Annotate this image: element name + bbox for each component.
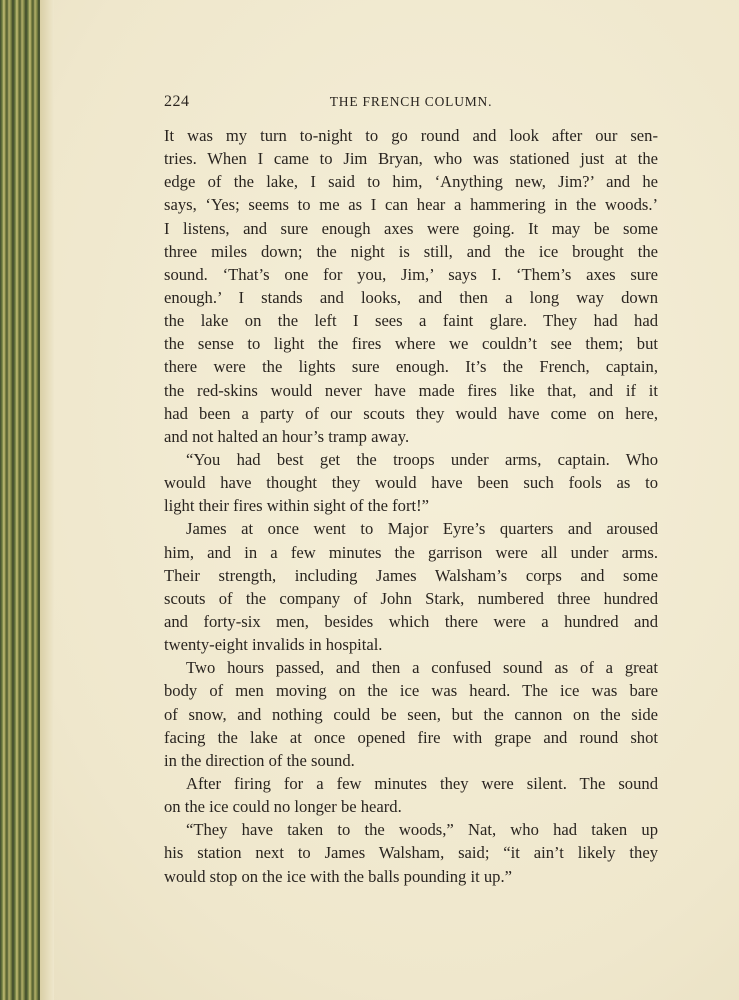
text-line: on the ice could no longer be heard. <box>164 797 402 817</box>
text-line: the red-skins would never have made fires like that, and if it <box>164 380 658 400</box>
text-line: light their fires within sight of the fort!” <box>164 496 429 516</box>
book-binding <box>0 0 40 1000</box>
page-gutter <box>40 0 54 1000</box>
text-line: of snow, and nothing could be seen, but the cannon on the side <box>164 704 658 724</box>
text-line: there were the lights sure enough. It’s the French, captain, <box>164 357 658 377</box>
text-line: in the direction of the sound. <box>164 750 355 770</box>
text-line: I listens, and sure enough axes were going. It may be some <box>164 218 658 238</box>
text-line: would stop on the ice with the balls pounding it up.” <box>164 866 512 886</box>
text-line: tries. When I came to Jim Bryan, who was stationed just at the <box>164 149 658 169</box>
text-line: It was my turn to-night to go round and look after our sen- <box>164 126 658 145</box>
text-line: After firing for a few minutes they were silent. The sound <box>186 773 658 793</box>
text-line: the lake on the left I sees a faint glare. They had had <box>164 311 658 331</box>
text-line: twenty-eight invalids in hospital. <box>164 635 383 655</box>
text-line: sound. ‘That’s one for you, Jim,’ says I. ‘Them’s axes sure <box>164 264 658 284</box>
text-line: and not halted an hour’s tramp away. <box>164 426 410 446</box>
text-line: says, ‘Yes; seems to me as I can hear a hammering in the woods.’ <box>164 195 658 215</box>
text-line: edge of the lake, I said to him, ‘Anything new, Jim?’ and he <box>164 172 658 192</box>
body-text <box>164 124 658 888</box>
page-number: 224 <box>164 93 190 110</box>
text-line: his station next to James Walsham, said; “it ain’t likely they <box>164 843 658 863</box>
text-line: him, and in a few minutes the garrison were all under arms. <box>164 542 658 562</box>
text-line: had been a party of our scouts they would have come on here, <box>164 403 658 423</box>
running-header <box>164 93 658 115</box>
text-line: “You had best get the troops under arms, captain. Who <box>186 449 658 469</box>
text-line: three miles down; the night is still, and the ice brought the <box>164 241 658 261</box>
text-line: the sense to light the fires where we couldn’t see them; but <box>164 334 658 354</box>
text-line: and forty-six men, besides which there were a hundred and <box>164 611 658 631</box>
text-line: Two hours passed, and then a confused sound as of a great <box>186 658 658 678</box>
text-line: facing the lake at once opened fire with grape and round shot <box>164 727 658 747</box>
text-line: body of men moving on the ice was heard. The ice was bare <box>164 681 658 701</box>
text-line: scouts of the company of John Stark, numbered three hundred <box>164 588 658 608</box>
text-line: “They have taken to the woods,” Nat, who had taken up <box>186 820 658 840</box>
running-title: THE FRENCH COLUMN. <box>329 94 493 109</box>
text-line: enough.’ I stands and looks, and then a long way down <box>164 287 658 307</box>
text-line: would have thought they would have been such fools as to <box>164 473 658 493</box>
text-line: James at once went to Major Eyre’s quarters and aroused <box>186 519 658 539</box>
text-line: Their strength, including James Walsham’s corps and some <box>164 565 658 585</box>
